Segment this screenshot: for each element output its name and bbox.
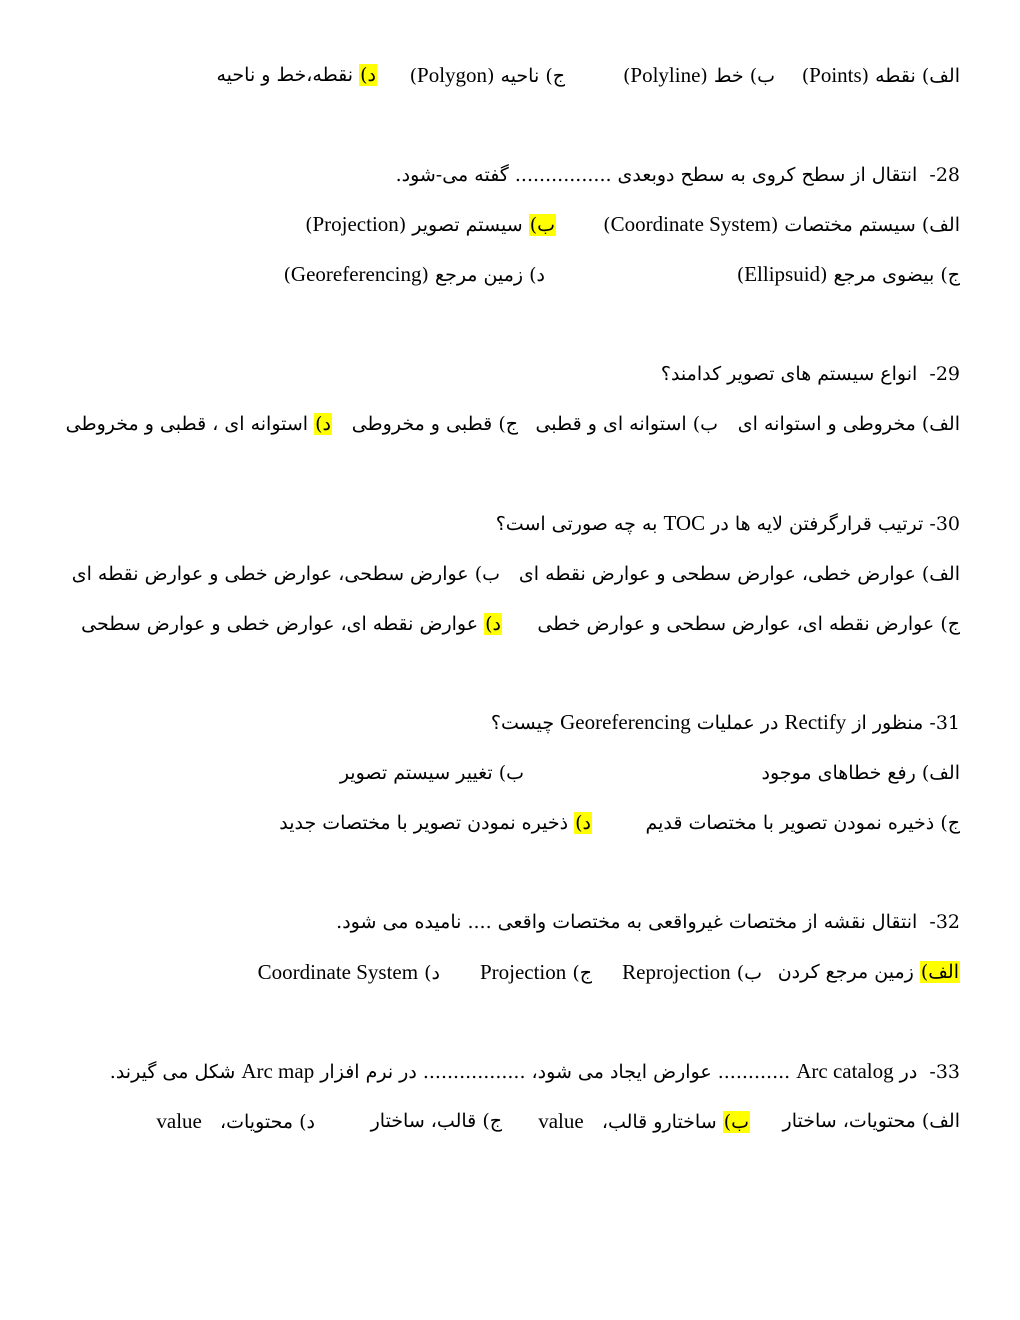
option-label: ب): [474, 563, 500, 585]
q30-option-d: [81, 611, 502, 637]
option-label: د): [529, 264, 545, 286]
option-label: الف): [921, 413, 960, 435]
option-text: ناحیه (: [487, 65, 540, 87]
q32-option-b: [622, 959, 762, 986]
q27-option-d: [216, 62, 377, 88]
q31-question: [491, 709, 960, 736]
question-number: 30-: [929, 513, 960, 535]
option-english: value: [156, 1109, 202, 1133]
question-text: انواع سیستم های تصویر کدامند؟: [660, 363, 918, 385]
q30-option-a: [519, 561, 960, 587]
option-text: نقطه (: [861, 65, 916, 87]
option-label: ج): [482, 1110, 502, 1132]
q32-option-c: [480, 959, 592, 986]
question-text: انتقال از سطح کروی به سطح دوبعدی ................ گفته می-شود.: [395, 164, 918, 186]
question-english: Arc catalog: [796, 1059, 894, 1083]
q29-option-b: [535, 411, 718, 437]
q29-option-a: [738, 411, 960, 437]
option-label: الف): [921, 65, 960, 87]
option-label: ب): [736, 962, 762, 984]
question-english: Rectify: [784, 710, 847, 734]
option-text: بیضوی مرجع (: [820, 264, 935, 286]
q32-option-a: [778, 959, 960, 985]
option-text: استوانه ای ، قطبی و مخروطی: [65, 413, 309, 435]
question-number: 29-: [929, 363, 960, 385]
option-text: نقطه،خط و ناحیه: [216, 64, 354, 86]
question-text: انتقال نقشه از مختصات غیرواقعی به مختصات واقعی .... نامیده می شود.: [336, 911, 918, 933]
q33-option-a: [783, 1108, 960, 1134]
option-label: ج): [940, 812, 960, 834]
q28-option-c: [737, 261, 960, 288]
option-text: تغییر سیستم تصویر: [339, 762, 493, 784]
q31-option-c: [645, 810, 960, 836]
question-text: در: [899, 1061, 918, 1083]
option-label: ج): [545, 65, 565, 87]
option-text: محتویات،: [219, 1111, 294, 1133]
option-close: ): [409, 65, 418, 87]
option-close: ): [622, 65, 631, 87]
q30-option-c: [537, 611, 960, 637]
option-english: Ellipsuid: [744, 262, 821, 286]
q28-option-a: [603, 211, 960, 238]
question-number: 32-: [929, 911, 960, 933]
option-english: Coordinate System: [257, 960, 419, 984]
question-english: Georeferencing: [560, 710, 691, 734]
answer-highlight: د): [485, 613, 501, 635]
option-text: عوارض نقطه ای، عوارض خطی و عوارض سطحی: [81, 613, 479, 635]
q33-option-b: [538, 1108, 750, 1135]
option-text: مخروطی و استوانه ای: [737, 413, 916, 435]
answer-highlight: الف): [920, 961, 959, 983]
question-text: در عملیات: [696, 712, 779, 734]
option-label: الف): [921, 762, 960, 784]
option-label: ب): [749, 65, 775, 87]
option-text: قالب، ساختار: [370, 1110, 477, 1132]
q33-option-d: [156, 1108, 315, 1135]
option-close: ): [603, 214, 611, 236]
option-english: value: [538, 1109, 584, 1133]
q30-option-b: [72, 561, 500, 587]
option-text: خط (: [700, 65, 744, 87]
answer-highlight: د): [315, 413, 331, 435]
option-english: Reprojection: [622, 960, 731, 984]
question-text: منظور از: [852, 712, 924, 734]
q32-option-d: [258, 959, 440, 986]
q28-question: [396, 162, 960, 188]
option-label: ج): [498, 413, 518, 435]
option-label: د): [299, 1111, 315, 1133]
q31-option-a: [762, 760, 960, 786]
option-close: ): [801, 65, 810, 87]
option-english: Polygon: [417, 63, 488, 87]
q29-option-d: [66, 411, 332, 437]
option-text: محتویات، ساختار: [782, 1110, 916, 1132]
option-label: الف): [921, 563, 960, 585]
option-english: Projection: [312, 212, 399, 236]
option-text: ذخیره نمودن تصویر با مختصات جدید: [279, 812, 569, 834]
q33-option-c: [371, 1108, 502, 1134]
q27-option-a: [802, 62, 960, 89]
option-label: ب): [498, 762, 524, 784]
option-text: زمین مرجع کردن: [777, 961, 914, 983]
option-text: سیستم مختصات (: [770, 214, 916, 236]
option-label: الف): [921, 214, 960, 236]
option-close: ): [736, 264, 745, 286]
option-text: ساختارو قالب،: [601, 1111, 717, 1133]
answer-highlight: د): [360, 64, 376, 86]
question-text: شکل می گیرند.: [109, 1061, 236, 1083]
question-text: ترتیب قرارگرفتن لایه ها در: [711, 513, 924, 535]
option-close: ): [305, 214, 313, 236]
option-english: Polyline: [630, 63, 701, 87]
q31-option-b: [340, 760, 524, 786]
question-text: ............ عوارض ایجاد می شود، ................. در نرم افزار: [320, 1061, 791, 1083]
option-text: زمین مرجع (: [421, 264, 524, 286]
option-text: رفع خطاهای موجود: [761, 762, 916, 784]
question-number: 33-: [929, 1061, 960, 1083]
q31-option-d: [279, 810, 592, 836]
option-label: ج): [572, 962, 592, 984]
option-text: سیستم تصویر (: [398, 214, 523, 236]
question-english: TOC: [663, 511, 706, 535]
option-close: ): [283, 264, 291, 286]
q28-option-b: [305, 211, 556, 238]
answer-highlight: ب): [723, 1111, 749, 1133]
option-text: استوانه ای و قطبی: [535, 413, 687, 435]
option-label: ج): [940, 613, 960, 635]
question-number: 31-: [929, 712, 960, 734]
option-english: Projection: [479, 960, 567, 984]
option-label: ب): [692, 413, 718, 435]
option-label: الف): [921, 1110, 960, 1132]
question-text: به چه صورتی است؟: [495, 513, 658, 535]
option-text: عوارض سطحی، عوارض خطی و عوارض نقطه ای: [71, 563, 469, 585]
question-number: 28-: [929, 164, 960, 186]
q30-question: [496, 510, 960, 537]
q28-option-d: [284, 261, 546, 288]
question-text: چیست؟: [490, 712, 555, 734]
option-english: Coordinate System: [610, 212, 771, 236]
option-text: قطبی و مخروطی: [351, 413, 493, 435]
q29-question: [661, 361, 960, 387]
option-label: ج): [940, 264, 960, 286]
option-english: Georeferencing: [290, 262, 422, 286]
option-label: د): [424, 962, 440, 984]
option-text: عوارض نقطه ای، عوارض سطحی و عوارض خطی: [537, 613, 935, 635]
q32-question: [336, 909, 960, 935]
question-english: Arc map: [241, 1059, 315, 1083]
answer-highlight: ب): [529, 214, 555, 236]
q27-option-c: [410, 62, 565, 89]
q29-option-c: [352, 411, 518, 437]
answer-highlight: د): [575, 812, 591, 834]
q33-question: [110, 1058, 960, 1085]
q27-option-b: [623, 62, 775, 89]
option-text: ذخیره نمودن تصویر با مختصات قدیم: [645, 812, 935, 834]
option-text: عوارض خطی، عوارض سطحی و عوارض نقطه ای: [518, 563, 916, 585]
option-english: Points: [809, 63, 862, 87]
